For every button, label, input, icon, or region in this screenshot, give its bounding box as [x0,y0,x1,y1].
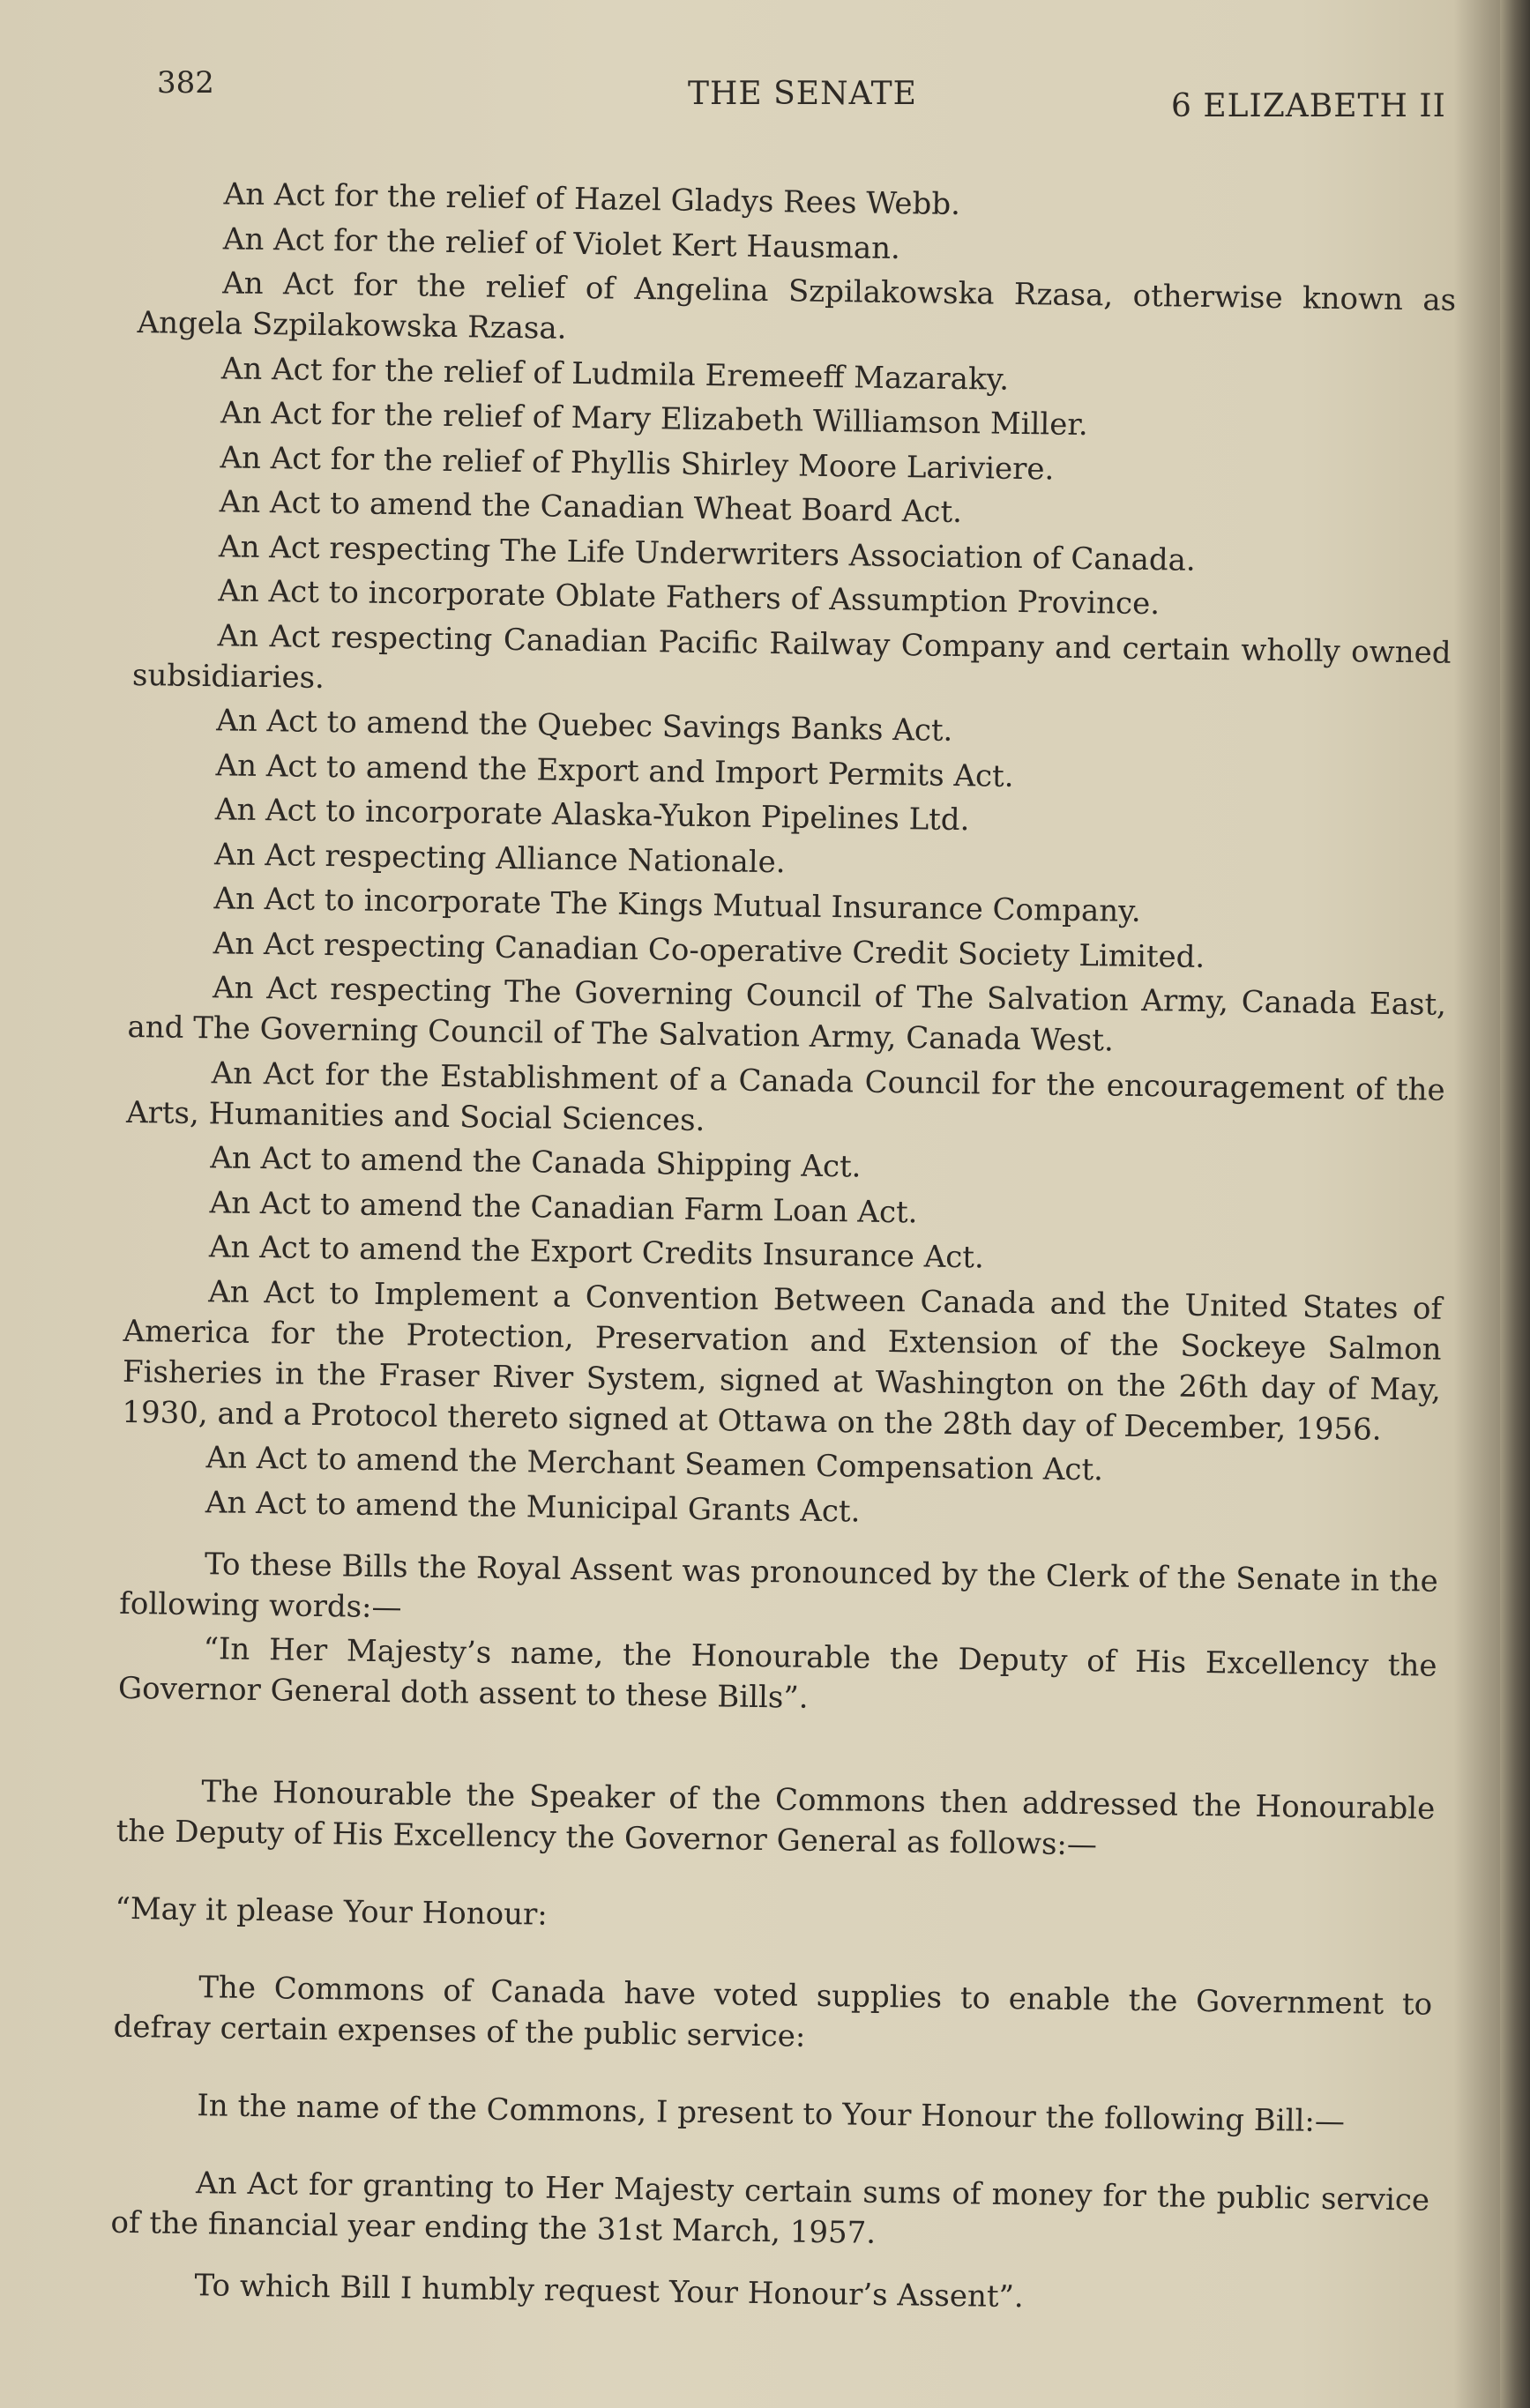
act-item: An Act respecting The Governing Council of The Salvation Army, Canada East, and The Governing Council of The Salvation Army, Canada West. [127,970,1447,1059]
act-item: An Act for the relief of Angelina Szpilakowska Rzasa, otherwise known as Angela Szpilakowska Rzasa. [137,265,1457,347]
book-spine-shadow [1500,0,1530,2408]
speaker-supplies: The Commons of Canada have voted supplies to enable the Government to defray certain expenses of the public service: [113,1970,1433,2054]
act-item: An Act to amend the Canadian Wheat Board Act. [219,484,963,531]
act-item: An Act to incorporate Oblate Fathers of Assumption Province. [218,573,1161,623]
assent-intro: To these Bills the Royal Assent was pronounced by the Clerk of the Senate in the following words:— [119,1546,1439,1625]
speaker-salutation: “May it please Your Honour: [115,1890,548,1933]
act-item: An Act for the relief of Phyllis Shirley Moore Lariviere. [220,439,1055,488]
act-item: An Act to amend the Canadian Farm Loan Act. [209,1184,918,1230]
act-item: An Act respecting The Life Underwriters Association of Canada. [218,528,1197,578]
page-number: 382 [157,65,214,101]
act-item: An Act for the Establishment of a Canada Council for the encouragement of the Arts, Humanities and Social Sciences. [125,1055,1445,1138]
page-header [0,63,1530,134]
acts-list [121,173,1458,1539]
speaker-request: To which Bill I humbly request Your Honour’s Assent”. [194,2268,1025,2315]
regnal-year: 6 ELIZABETH II [1171,88,1446,124]
speaker-intro: The Honourable the Speaker of the Commons then addressed the Honourable the Deputy of His Excellency the Governor General as follows:— [116,1774,1436,1863]
act-item: An Act for the relief of Mary Elizabeth Williamson Miller. [220,395,1089,444]
act-item: An Act respecting Canadian Co-operative Credit Society Limited. [213,925,1205,975]
act-item: An Act respecting Alliance Nationale. [213,836,786,880]
act-item: An Act for the relief of Violet Kert Hausman. [222,220,901,266]
act-item: An Act to amend the Municipal Grants Act. [205,1484,861,1530]
speaker-present: In the name of the Commons, I present to Your Honour the following Bill:— [197,2088,1346,2140]
page-body [109,173,1458,2327]
act-item: An Act to amend the Export and Import Permits Act. [215,747,1014,794]
act-item: An Act to incorporate The Kings Mutual Insurance Company. [213,881,1141,929]
act-item: An Act to amend the Merchant Seamen Compensation Act. [205,1440,1104,1488]
assent-quote: “In Her Majesty’s name, the Honourable the Deputy of His Excellency the Governor General doth assent to these Bills”. [117,1631,1437,1716]
running-title: THE SENATE [688,76,917,112]
supply-bill: An Act for granting to Her Majesty certain sums of money for the public service of the financial year ending the 31st March, 1957. [110,2166,1430,2251]
act-item: An Act for the relief of Hazel Gladys Rees Webb. [223,176,961,222]
act-item: An Act to Implement a Convention Between Canada and the United States of America for the Protection, Preservation and Extension of the Sockeye Salmon Fisheries in the Fraser River System, signed at Washington on the 26th day of May, 1930, and a Protocol thereto signed at Ottawa on the 28th day of December, 1956. [122,1273,1443,1448]
act-item: An Act to incorporate Alaska-Yukon Pipelines Ltd. [214,792,970,839]
act-item: An Act to amend the Quebec Savings Banks Act. [216,703,953,749]
act-item: An Act respecting Canadian Pacific Railway Company and certain wholly owned subsidiaries. [131,617,1452,696]
act-item: An Act to amend the Export Credits Insurance Act. [208,1229,985,1276]
act-item: An Act for the relief of Ludmila Eremeeff Mazaraky. [220,350,1010,398]
act-item: An Act to amend the Canada Shipping Act. [210,1140,862,1185]
